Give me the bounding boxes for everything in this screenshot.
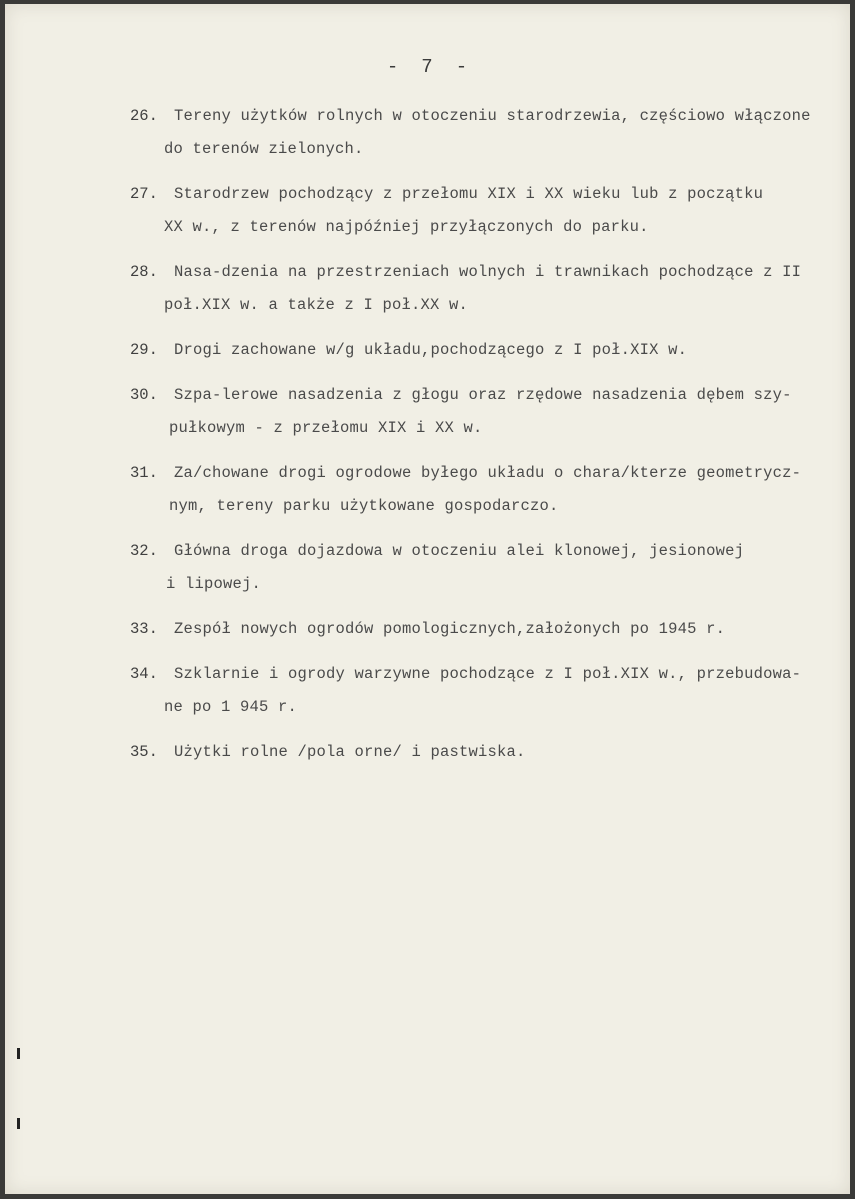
legend-entry-30 bbox=[130, 379, 850, 445]
page-number: 7 bbox=[421, 56, 434, 78]
legend-entry-27 bbox=[130, 178, 850, 244]
page-header bbox=[5, 56, 850, 78]
entry-text-line: Główna droga dojazdowa w otoczeniu alei klonowej, jesionowej bbox=[174, 542, 745, 560]
legend-entry-32 bbox=[130, 535, 850, 601]
entry-text-line: Za/chowane drogi ogrodowe byłego układu o chara/kterze geometrycz- bbox=[174, 464, 802, 482]
legend-entry-34 bbox=[130, 658, 850, 724]
entry-number: 27. bbox=[130, 185, 158, 203]
entry-text-line: Starodrzew pochodzący z przełomu XIX i XX wieku lub z początku bbox=[174, 185, 764, 203]
entry-text-line: do terenów zielonych. bbox=[164, 140, 364, 158]
legend-entry-33 bbox=[130, 613, 850, 646]
header-dash-right: - bbox=[455, 56, 469, 78]
binder-mark bbox=[17, 1048, 20, 1059]
entry-text-line: i lipowej. bbox=[166, 575, 262, 593]
entry-text-line: Szpa-lerowe nasadzenia z głogu oraz rzędowe nasadzenia dębem szy- bbox=[174, 386, 792, 404]
entry-text-line: Nasa-dzenia na przestrzeniach wolnych i trawnikach pochodzące z II bbox=[174, 263, 802, 281]
entry-number: 31. bbox=[130, 464, 158, 482]
entry-text-line: Drogi zachowane w/g układu,pochodzącego z I poł.XIX w. bbox=[174, 341, 688, 359]
document-page bbox=[5, 4, 850, 1194]
entry-number: 29. bbox=[130, 341, 158, 359]
legend-entry-28 bbox=[130, 256, 850, 322]
legend-list bbox=[130, 100, 850, 781]
entry-number: 33. bbox=[130, 620, 158, 638]
entry-text-line: poł.XIX w. a także z I poł.XX w. bbox=[164, 296, 469, 314]
legend-entry-29 bbox=[130, 334, 850, 367]
entry-number: 35. bbox=[130, 743, 158, 761]
legend-entry-31 bbox=[130, 457, 850, 523]
entry-text-line: Szklarnie i ogrody warzywne pochodzące z I poł.XIX w., przebudowa- bbox=[174, 665, 802, 683]
entry-text-line: Zespół nowych ogrodów pomologicznych,założonych po 1945 r. bbox=[174, 620, 726, 638]
entry-number: 26. bbox=[130, 107, 158, 125]
entry-text-line: XX w., z terenów najpóźniej przyłączonych do parku. bbox=[164, 218, 649, 236]
entry-number: 34. bbox=[130, 665, 158, 683]
entry-number: 30. bbox=[130, 386, 158, 404]
legend-entry-26 bbox=[130, 100, 850, 166]
entry-text-line: Tereny użytków rolnych w otoczeniu starodrzewia, częściowo włączone bbox=[174, 107, 811, 125]
entry-number: 32. bbox=[130, 542, 158, 560]
entry-text-line: nym, tereny parku użytkowane gospodarczo. bbox=[169, 497, 559, 515]
legend-entry-35 bbox=[130, 736, 850, 769]
entry-text-line: Użytki rolne /pola orne/ i pastwiska. bbox=[174, 743, 526, 761]
entry-text-line: ne po 1 945 r. bbox=[164, 698, 298, 716]
entry-number: 28. bbox=[130, 263, 158, 281]
header-dash-left: - bbox=[386, 56, 400, 78]
binder-mark bbox=[17, 1118, 20, 1129]
entry-text-line: pułkowym - z przełomu XIX i XX w. bbox=[169, 419, 483, 437]
